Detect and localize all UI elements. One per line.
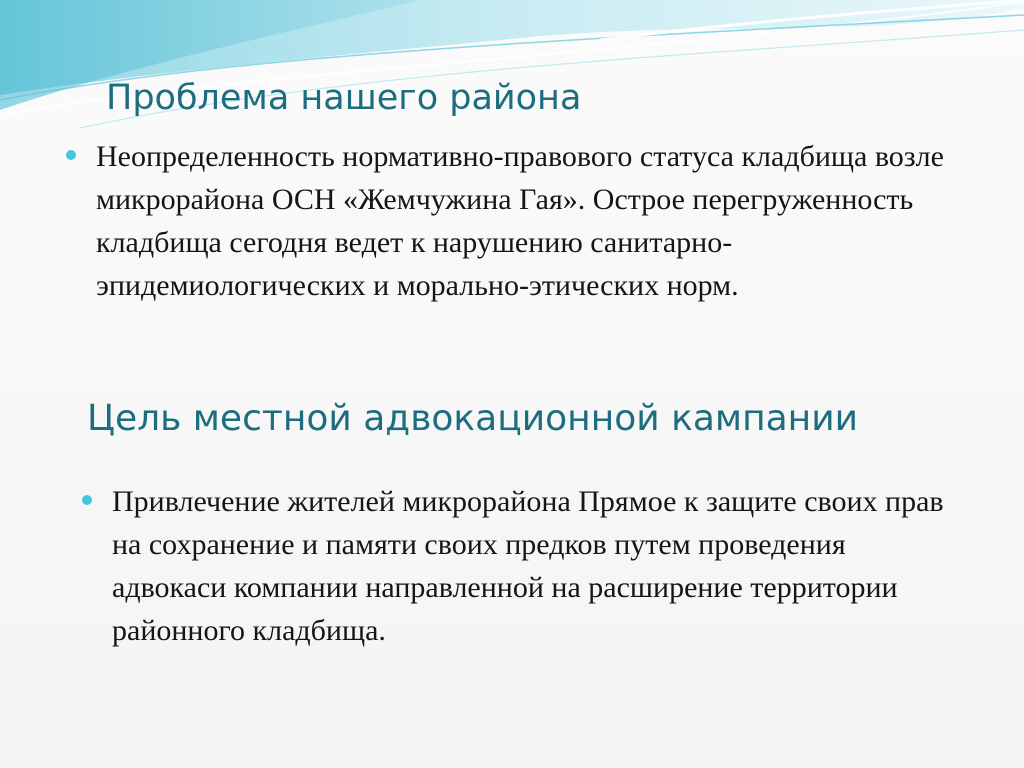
section-title-goal: Цель местной адвокационной кампании: [87, 398, 858, 439]
bullet-dot-icon: [66, 150, 76, 160]
section-title-problem: Проблема нашего района: [106, 78, 582, 118]
bullet-text-problem: Неопределенность нормативно-правового статуса кладбища возле микрорайона ОСН «Жемчужина Гая». Острое перегруженность кладбища сегодня ведет к нарушению санитарно-эпидемиологических и морально-этических норм.: [96, 140, 944, 302]
bullet-text-goal: Привлечение жителей микрорайона Прямое к защите своих прав на сохранение и памяти своих предков путем проведения адвокаси компании направленной на расширение территории районного кладбища.: [112, 485, 944, 647]
bullet-dot-icon: [82, 495, 92, 505]
